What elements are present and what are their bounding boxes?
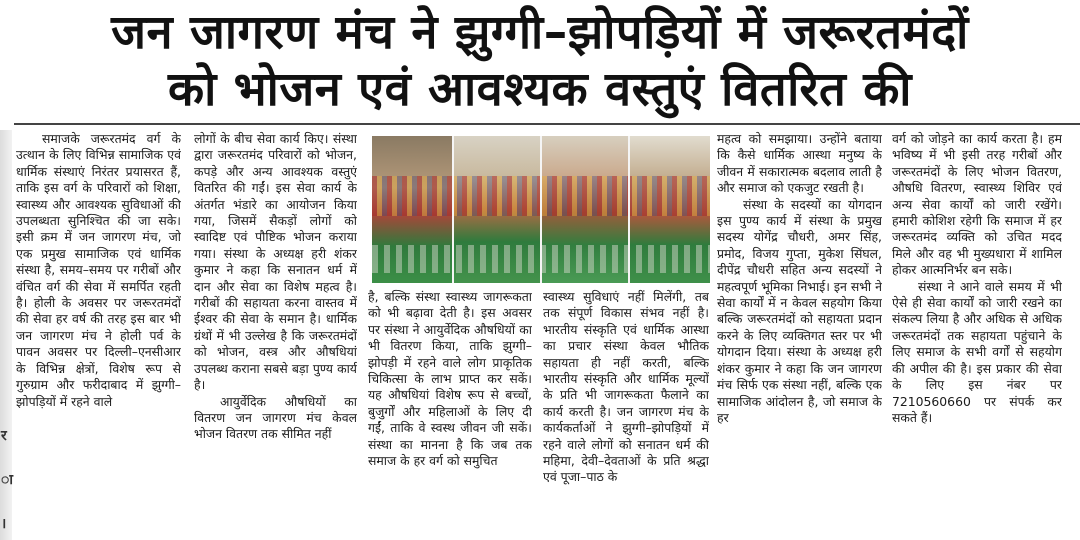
- headline-line-1: जन जागरण मंच ने झुग्गी–झोपड़ियों में जरूरतमंदों: [111, 5, 969, 60]
- edge-glyph: ।: [1, 516, 7, 532]
- article-column-5: [717, 131, 882, 540]
- article-column-1: [16, 131, 181, 540]
- paragraph: है, बल्कि संस्था स्वास्थ्य जागरूकता को भी बढ़ावा देती है। इस अवसर पर संस्था ने आयुर्वेदिक औषधियों का भी वितरण किया, ताकि झुग्गी–झोपड़ी में रहने वाले लोग प्राकृतिक चिकित्सा के लाभ प्राप्त कर सकें। यह औषधियां विशेष रूप से बच्चों, बुजुर्गों और महिलाओं के लिए दी गईं, ताकि वे स्वस्थ जीवन जी सकें। संस्था का मानना है कि जब तक समाज के हर वर्ग को समुचित: [368, 289, 532, 469]
- headline-line-2: को भोजन एवं आवश्यक वस्तुएं वितरित की: [168, 62, 912, 117]
- paragraph: संस्था के सदस्यों का योगदान इस पुण्य कार्य में संस्था के प्रमुख सदस्य योगेंद्र चौधरी, अमर सिंह, प्रमोद, विजय गुप्ता, मुकेश सिंघल, दीपेंद्र चौधरी सहित अन्य सदस्यों ने महत्वपूर्ण भूमिका निभाई। इन सभी ने सेवा कार्यों में न केवल सहयोग किया बल्कि जरूरतमंदों को सहायता प्रदान करने के लिए व्यक्तिगत स्तर पर भी योगदान दिया। संस्था के अध्यक्ष हरी शंकर कुमार ने कहा कि जन जागरण मंच सिर्फ एक संस्था नहीं, बल्कि एक सामाजिक आंदोलन है, जो समाज के हर: [717, 196, 882, 425]
- edge-glyph: र: [1, 428, 7, 444]
- paragraph: स्वास्थ्य सुविधाएं नहीं मिलेंगी, तब तक संपूर्ण विकास संभव नहीं है। भारतीय संस्कृति एवं धार्मिक आस्था का प्रचार संस्था केवल भौतिक सहायता ही नहीं करती, बल्कि भारतीय संस्कृति और धार्मिक मूल्यों के प्रति भी जागरूकता फैलाने का कार्य करती है। जन जागरण मंच के कार्यकर्ताओं ने झुग्गी–झोपड़ियों में रहने वाले लोगों को सनातन धर्म की महिमा, देवी–देवताओं के प्रति श्रद्धा एवं पूजा–पाठ के: [543, 289, 709, 485]
- paragraph: समाजके जरूरतमंद वर्ग के उत्थान के लिए विभिन्न सामाजिक एवं धार्मिक संस्थाएं निरंतर प्रयासरत हैं, ताकि इस वर्ग के परिवारों को शिक्षा, स्वास्थ्य और आवश्यक सुविधाओं की उपलब्धता सुनिश्चित की जा सके। इसी क्रम में जन जागरण मंच, जो एक प्रमुख सामाजिक एवं धार्मिक संस्था है, समय–समय पर गरीबों और वंचित वर्ग की सेवा में समर्पित रहती है। होली के अवसर पर जरूरतमंदों की सेवा हर वर्ष की तरह इस बार भी जन जागरण मंच ने होली पर्व के पावन अवसर पर दिल्ली–एनसीआर के विभिन्न क्षेत्रों, विशेष रूप से गुरुग्राम और फरीदाबाद में झुग्गी–झोपड़ियों में रहने वाले: [16, 131, 181, 409]
- news-photo-food-distribution: [372, 136, 710, 283]
- photo-separator: [628, 136, 630, 283]
- photo-separator: [452, 136, 454, 283]
- article-column-4: [543, 289, 709, 540]
- article-column-3: [368, 289, 532, 540]
- headline: [0, 4, 1080, 118]
- paragraph: वर्ग को जोड़ने का कार्य करता है। हम भविष्य में भी इसी तरह गरीबों और जरूरतमंदों के लिए भोजन वितरण, औषधि वितरण, स्वास्थ्य शिविर एवं अन्य सेवा कार्यों को जारी रखेंगे। हमारी कोशिश रहेगी कि समाज में हर जरूरतमंद व्यक्ति को उचित मदद मिले और वह भी मुख्यधारा में शामिल होकर आत्मनिर्भर बन सके।: [892, 131, 1062, 278]
- photo-separator: [540, 136, 542, 283]
- paragraph: आयुर्वेदिक औषधियों का वितरण जन जागरण मंच केवल भोजन वितरण तक सीमित नहीं: [194, 393, 357, 442]
- paragraph: संस्था ने आने वाले समय में भी ऐसे ही सेवा कार्यों को जारी रखने का संकल्प लिया है और अधिक से अधिक जरूरतमंदों तक सहायता पहुंचाने के लिए समाज के सभी वर्गों से सहयोग की अपील की है। इस प्रकार की सेवा के लिए इस नंबर पर 7210560660 पर संपर्क कर सकते हैं।: [892, 278, 1062, 425]
- adjacent-article-edge: [0, 130, 12, 540]
- article-column-2: [194, 131, 357, 540]
- headline-divider: [14, 123, 1080, 125]
- paragraph: लोगों के बीच सेवा कार्य किए। संस्था द्वारा जरूरतमंद परिवारों को भोजन, कपड़े और अन्य आवश्यक वस्तुएं वितरित की गईं। इस सेवा कार्य के अंतर्गत भंडारे का आयोजन किया गया, जिसमें सैकड़ों लोगों को स्वादिष्ट एवं पौष्टिक भोजन कराया गया। संस्था के अध्यक्ष हरी शंकर कुमार ने कहा कि सनातन धर्म में दान और सेवा का विशेष महत्व है। गरीबों की सहायता करना वास्तव में ईश्वर की सेवा के समान है। धार्मिक ग्रंथों में भी उल्लेख है कि जरूरतमंदों को भोजन, वस्त्र और औषधियां उपलब्ध कराना सबसे बड़ा पुण्य कार्य है।: [194, 131, 357, 393]
- edge-glyph: ा: [1, 472, 13, 488]
- article-column-6: [892, 131, 1062, 540]
- paragraph: महत्व को समझाया। उन्होंने बताया कि कैसे धार्मिक आस्था मनुष्य के जीवन में सकारात्मक बदलाव लाती है और समाज को एकजुट रखती है।: [717, 131, 882, 196]
